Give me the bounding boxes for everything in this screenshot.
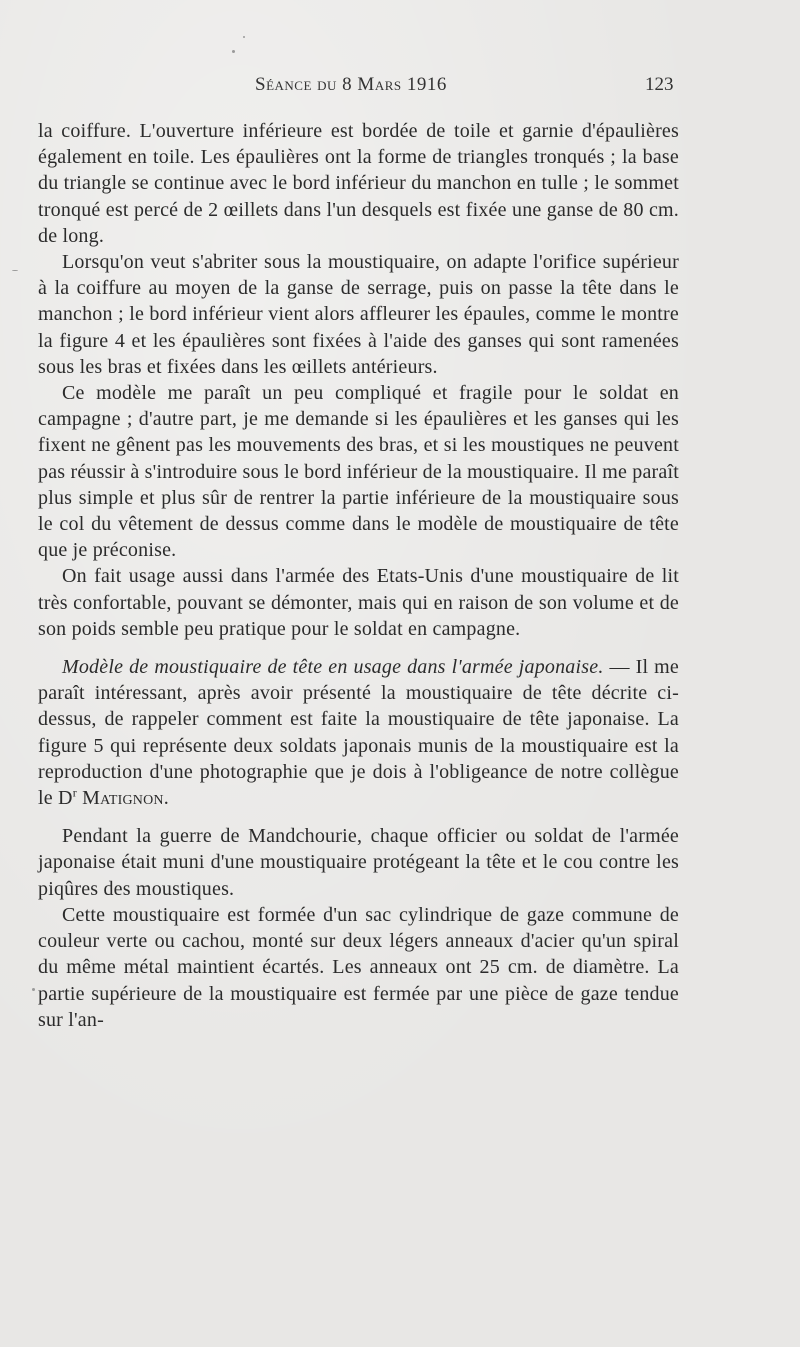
paragraph-japanese-model (38, 654, 679, 811)
paper-speck (232, 50, 235, 53)
paragraph-manchuria: Pendant la guerre de Mandchourie, chaque officier ou soldat de l'armée japonaise était muni d'une moustiquaire protégeant la tête et le cou contre les piqûres des moustiques. (38, 825, 679, 900)
paper-speck (32, 988, 35, 991)
paragraph-mounting: Lorsqu'on veut s'abriter sous la moustiquaire, on adapte l'orifice supérieur à la coiffure au moyen de la ganse de serrage, puis on passe la tête dans le manchon ; le bord inférieur vient alors affleurer les épaules, comme le montre la figure 4 et les épaulières sont fixées à l'aide des ganses qui sont ramenées sous les bras et fixées dans les œillets antérieurs. (38, 251, 679, 378)
page-header (0, 74, 800, 102)
section-heading: Modèle de moustiquaire de tête en usage dans l'armée japonaise. (62, 656, 604, 679)
running-head: Séance du 8 Mars 1916 (255, 74, 447, 95)
paragraph-construction: Cette moustiquaire est formée d'un sac cylindrique de gaze commune de couleur verte ou cachou, monté sur deux légers anneaux d'acier qu'un spiral du même métal maintient écartés. Les anneaux ont 25 cm. de diamètre. La partie supérieure de la moustiquaire est fermée par une pièce de gaze tendue sur l'an- (38, 903, 679, 1031)
doctor-abbrev: D (58, 787, 73, 810)
paragraph-us-army: On fait usage aussi dans l'armée des Etats-Unis d'une moustiquaire de lit très confortable, pouvant se démonter, mais qui en raison de son volume et de son poids semble peu pratique pour le soldat en campagne. (38, 565, 679, 640)
paragraph-continuation: la coiffure. L'ouverture inférieure est bordée de toile et garnie d'épaulières également en toile. Les épaulières ont la forme de triangles tronqués ; la base du triangle se continue avec le bord inférieur du manchon en tulle ; le sommet tronqué est percé de 2 œillets dans l'un desquels est fixée une ganse de 80 cm. de long. (38, 120, 679, 247)
colleague-name: Matignon. (76, 787, 169, 810)
doctor-abbrev-sup: r (72, 785, 77, 800)
body-text (38, 118, 679, 1033)
paper-speck (243, 36, 245, 38)
page-number: 123 (645, 74, 674, 95)
paragraph-critique: Ce modèle me paraît un peu compliqué et fragile pour le soldat en campagne ; d'autre part, je me demande si les épaulières et les ganses qui les fixent ne gênent pas les mouvements des bras, et si les moustiques ne peuvent pas réussir à s'introduire sous le bord inférieur de la moustiquaire. Il me paraît plus simple et plus sûr de rentrer la partie inférieure de la moustiquaire sous le col du vêtement de dessus comme dans le modèle de moustiquaire de tête que je préconise. (38, 382, 679, 562)
paper-speck (12, 270, 18, 271)
paragraph-japanese-text: — Il me paraît intéressant, après avoir présenté la moustiquaire de tête décrite ci-dessus, de rappeler comment est faite la moustiquaire de tête japonaise. La figure 5 qui représente deux soldats japonais munis de la moustiquaire est la reproduction d'une photographie que je dois à l'obligeance de notre collègue le (38, 656, 679, 810)
